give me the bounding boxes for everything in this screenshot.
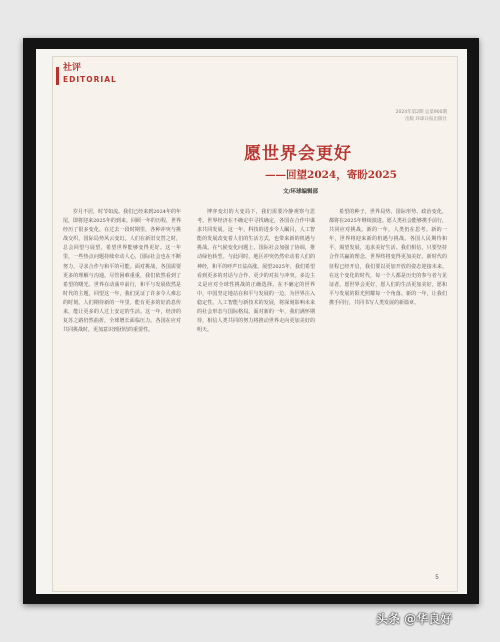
issue-line-2: 出版 环球日报出版社 xyxy=(405,117,447,122)
column-1-text: 岁月不居，时节如流。我们已经来到2024年的年尾，即将迎来2025年的到来。回顾一年的历程，世界经历了很多变化。在过去一段时期里，各种冲突与挑战交织，国际局势风云变幻。人们在新旧交替之时，总会回望与展望，希望世界能够变得更好。这一年里，一些热点问题持续牵动人心，国际社会也在不断努力，寻求合作与和平的可能。面对挑战，各国需要更多的理解与沟通。尽管困难重重，我们依然看到了希望的曙光。世界在动荡中前行，和平与发展依然是时代的主题。回望这一年，我们见证了许多令人难忘的时刻。人们期待新的一年里，能有更多的好消息传来，能让更多的人过上安定的生活。这一年，经济的复苏之路仍然曲折，全球增长面临压力。各国在应对共同挑战时，更加意识到团结的重要性。 xyxy=(63,209,181,334)
watermark: 头条 @华良好 xyxy=(376,612,453,626)
magazine-page xyxy=(52,56,458,592)
article-column-3 xyxy=(329,208,447,308)
column-3-text: 希望的种子，世界局势、国际形势、政治变化，都将在2025年继续演进。愿人类社会能够携手前行，共同应对挑战。新的一年，人类仍在思考。新的一年，世界将迎来新的机遇与挑战。各国人民期待和平，渴望发展，追求美好生活。我们相信，只要坚持合作共赢的理念，世界终将变得更加美好。新时代的征程已经开启，我们要以更加开放的姿态迎接未来。在这个变化的时代，每一个人都是历史的参与者与见证者。愿世界会更好，愿人们的生活更加美好，愿和平与发展的阳光照耀每一个角落。新的一年，让我们携手同行，共同书写人类发展的新篇章。 xyxy=(329,209,447,306)
article-subtitle: ——回望2024，寄盼2025 xyxy=(265,169,397,181)
issue-info xyxy=(396,109,447,123)
article-byline: 文/环球编辑部 xyxy=(283,189,319,195)
issue-line-1: 2024年第2期 总第900期 xyxy=(395,110,447,115)
page-number: 5 xyxy=(435,574,439,581)
column-2-text: 博弈变幻的大变局下，我们需要冷静观察与思考。世界经济在不确定中寻找确定，各国在合作中谋求共同发展。这一年，科技的进步令人瞩目，人工智能的发展改变着人们的生活方式，也带来新的机遇与挑战。在气候变化问题上，国际社会加强了协调，推动绿色转型。与此同时，地区冲突仍然牵动着人们的神经，和平的呼声日益高涨。展望2025年，我们希望看到更多的对话与合作，更少的对抗与冲突。多边主义是应对全球性挑战的正确选择。在不确定的世界中，中国坚定地站在和平与发展的一边，为世界注入稳定性。人工智能与新技术的发展，将深刻影响未来的社会形态与国际格局。面对新的一年，我们满怀期待，相信人类共同的努力将推动世界走向更加美好的明天。 xyxy=(197,209,315,334)
section-tag xyxy=(63,63,117,85)
section-label-en: EDITORIAL xyxy=(63,75,117,84)
article-column-2 xyxy=(197,208,315,335)
article-column-1 xyxy=(63,208,181,335)
article-title: 愿世界会更好 xyxy=(244,144,352,164)
section-marker xyxy=(56,67,59,85)
section-label-cn: 社评 xyxy=(63,63,82,73)
